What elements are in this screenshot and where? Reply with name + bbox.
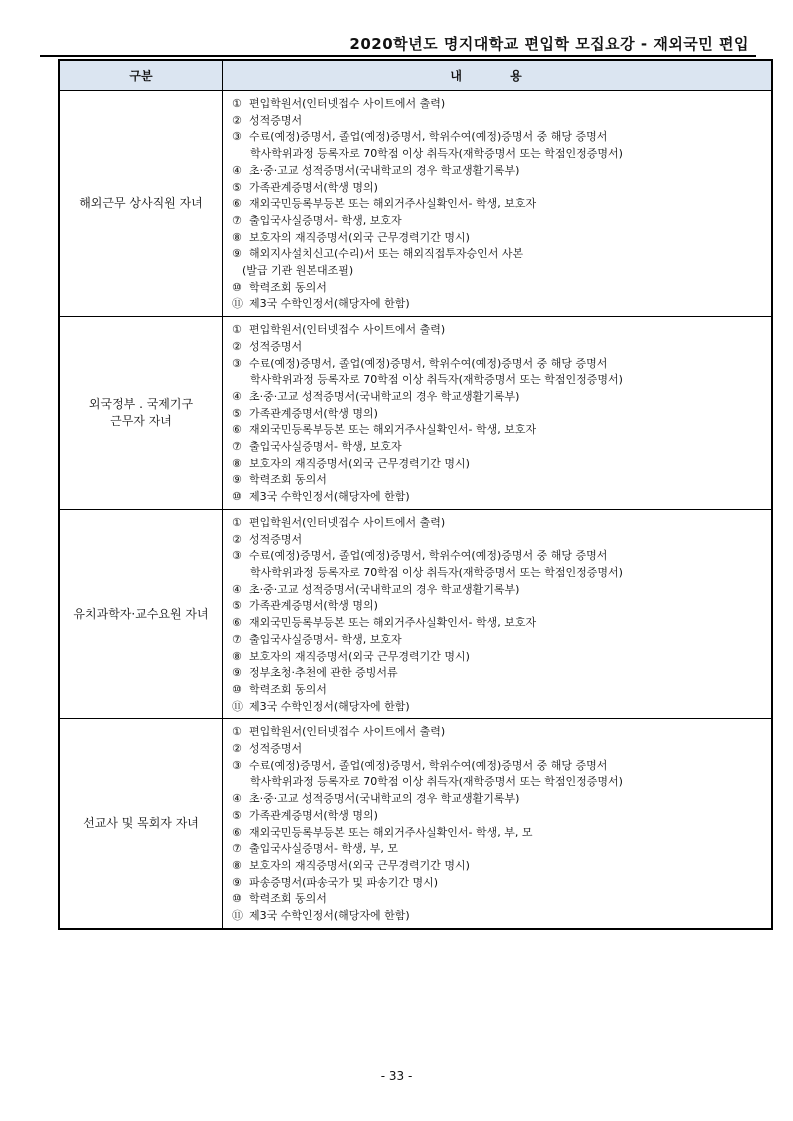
list-item (232, 96, 765, 113)
item-number: ⑧ (232, 230, 242, 244)
item-text: 재외국민등록부등본 또는 해외거주사실확인서- 학생, 보호자 (249, 616, 537, 630)
item-number: ⑪ (232, 699, 243, 713)
item-text: 성적증명서 (249, 113, 303, 127)
item-number: ⑤ (232, 808, 242, 822)
item-number: ⑦ (232, 842, 242, 856)
list-item (232, 615, 765, 632)
list-item (232, 246, 765, 279)
item-text: 편입학원서(인터넷접수 사이트에서 출력) (249, 97, 446, 110)
item-text: 편입학원서(인터넷접수 사이트에서 출력) (249, 515, 446, 529)
item-text: 제3국 수학인정서(해당자에 한함) (249, 297, 410, 311)
header-divider (40, 55, 756, 57)
item-number: ⑩ (232, 682, 242, 696)
item-number: ⑩ (232, 892, 242, 906)
list-item (232, 532, 765, 549)
list-item (232, 598, 765, 615)
item-text: 제3국 수학인정서(해당자에 한함) (249, 909, 410, 923)
row-category: 유치과학자·교수요원 자녀 (59, 509, 223, 718)
item-number: ⑦ (232, 632, 242, 646)
document-header-title: 2020학년도 명지대학교 편입학 모집요강 - 재외국민 편입 (349, 35, 749, 53)
list-item (232, 180, 765, 197)
item-text: 가족관계증명서(학생 명의) (249, 808, 378, 822)
item-number: ② (232, 532, 242, 546)
list-item (232, 163, 765, 180)
item-text: 제3국 수학인정서(해당자에 한함) (249, 490, 410, 504)
list-item (232, 439, 765, 456)
list-item (232, 113, 765, 130)
list-item (232, 280, 765, 297)
item-text: 수료(예정)증명서, 졸업(예정)증명서, 학위수여(예정)증명서 중 해당 증명서 (249, 549, 608, 563)
item-text: 학력조회 동의서 (249, 892, 327, 906)
document-list (232, 724, 765, 924)
item-text: 성적증명서 (249, 532, 303, 546)
item-text: 재외국민등록부등본 또는 해외거주사실확인서- 학생, 보호자 (249, 423, 537, 437)
item-number: ② (232, 113, 242, 127)
item-number: ⑧ (232, 649, 242, 663)
item-text: 초·중·고교 성적증명서(국내학교의 경우 학교생활기록부) (249, 163, 520, 177)
item-continuation: 학사학위과정 등록자로 70학점 이상 취득자(재학증명서 또는 학점인정증명서) (250, 775, 623, 789)
item-text: 보호자의 재직증명서(외국 근무경력기간 명시) (249, 456, 470, 470)
item-text: 정부초청·추천에 관한 증빙서류 (249, 666, 398, 680)
item-number: ① (232, 323, 242, 337)
item-number: ⑨ (232, 875, 242, 889)
item-continuation: 학사학위과정 등록자로 70학점 이상 취득자(재학증명서 또는 학점인정증명서) (250, 147, 623, 161)
list-item (232, 296, 765, 313)
item-text: 학력조회 동의서 (249, 280, 327, 294)
table-row (59, 317, 772, 510)
list-item (232, 406, 765, 423)
list-item (232, 808, 765, 825)
list-item (232, 825, 765, 842)
list-item (232, 213, 765, 230)
list-item (232, 456, 765, 473)
list-item (232, 891, 765, 908)
list-item (232, 724, 765, 741)
item-text: 초·중·고교 성적증명서(국내학교의 경우 학교생활기록부) (249, 792, 520, 806)
list-item (232, 472, 765, 489)
item-number: ② (232, 339, 242, 353)
item-number: ⑥ (232, 197, 242, 211)
item-continuation: 학사학위과정 등록자로 70학점 이상 취득자(재학증명서 또는 학점인정증명서) (250, 373, 623, 387)
list-item (232, 699, 765, 716)
list-item (232, 129, 765, 162)
item-number: ④ (232, 792, 242, 806)
page-number: - 33 - (380, 1069, 413, 1083)
row-items (223, 317, 773, 510)
item-number: ④ (232, 163, 242, 177)
list-item (232, 582, 765, 599)
item-number: ① (232, 515, 242, 529)
item-text: 재외국민등록부등본 또는 해외거주사실확인서- 학생, 부, 모 (249, 825, 533, 839)
table-row (59, 91, 772, 317)
list-item (232, 230, 765, 247)
item-text: 재외국민등록부등본 또는 해외거주사실확인서- 학생, 보호자 (249, 197, 537, 211)
row-items (223, 509, 773, 718)
item-text: 보호자의 재직증명서(외국 근무경력기간 명시) (249, 858, 470, 872)
item-text: 보호자의 재직증명서(외국 근무경력기간 명시) (249, 649, 470, 663)
item-number: ⑦ (232, 213, 242, 227)
header-category: 구분 (59, 60, 223, 91)
list-item (232, 422, 765, 439)
item-number: ⑪ (232, 909, 243, 923)
item-text: 편입학원서(인터넷접수 사이트에서 출력) (249, 323, 446, 337)
list-item (232, 665, 765, 682)
list-item (232, 389, 765, 406)
item-number: ⑩ (232, 280, 242, 294)
item-number: ⑤ (232, 599, 242, 613)
header-content-label: 내 용 (450, 69, 544, 83)
row-category: 해외근무 상사직원 자녀 (59, 91, 223, 317)
document-list (232, 515, 765, 715)
table-header-row (59, 60, 772, 91)
item-number: ⑦ (232, 440, 242, 454)
list-item (232, 908, 765, 925)
list-item (232, 791, 765, 808)
item-text: 학력조회 동의서 (249, 682, 327, 696)
item-text: 성적증명서 (249, 742, 303, 756)
list-item (232, 741, 765, 758)
list-item (232, 632, 765, 649)
list-item (232, 515, 765, 532)
list-item (232, 758, 765, 791)
list-item (232, 489, 765, 506)
item-text: 수료(예정)증명서, 졸업(예정)증명서, 학위수여(예정)증명서 중 해당 증명서 (249, 130, 608, 144)
item-number: ⑩ (232, 490, 242, 504)
item-text: 제3국 수학인정서(해당자에 한함) (249, 699, 410, 713)
list-item (232, 196, 765, 213)
item-text: 보호자의 재직증명서(외국 근무경력기간 명시) (249, 230, 470, 244)
list-item (232, 339, 765, 356)
item-text: 가족관계증명서(학생 명의) (249, 599, 378, 613)
item-text: 수료(예정)증명서, 졸업(예정)증명서, 학위수여(예정)증명서 중 해당 증명서 (249, 356, 608, 370)
item-text: 가족관계증명서(학생 명의) (249, 406, 378, 420)
item-number: ⑤ (232, 180, 242, 194)
item-text: 출입국사실증명서- 학생, 보호자 (249, 632, 402, 646)
item-number: ④ (232, 389, 242, 403)
list-item (232, 858, 765, 875)
list-item (232, 548, 765, 581)
item-number: ⑥ (232, 825, 242, 839)
item-text: 출입국사실증명서- 학생, 보호자 (249, 213, 402, 227)
row-items (223, 91, 773, 317)
row-category: 외국정부 . 국제기구 근무자 자녀 (59, 317, 223, 510)
document-list (232, 96, 765, 313)
item-text: 파송증명서(파송국가 및 파송기간 명시) (249, 875, 439, 889)
item-number: ③ (232, 758, 242, 772)
item-number: ① (232, 97, 242, 110)
item-text: 성적증명서 (249, 339, 303, 353)
item-text: 출입국사실증명서- 학생, 부, 모 (249, 842, 398, 856)
item-text: 가족관계증명서(학생 명의) (249, 180, 378, 194)
row-category: 선교사 및 목회자 자녀 (59, 719, 223, 929)
item-text: 수료(예정)증명서, 졸업(예정)증명서, 학위수여(예정)증명서 중 해당 증명서 (249, 758, 608, 772)
item-number: ③ (232, 130, 242, 144)
document-list (232, 322, 765, 506)
item-text: 편입학원서(인터넷접수 사이트에서 출력) (249, 725, 446, 739)
item-text: 해외지사설치신고(수리)서 또는 해외직접투자승인서 사본 (249, 247, 524, 261)
list-item (232, 841, 765, 858)
item-continuation: (발급 기관 원본대조필) (242, 264, 354, 278)
table-row (59, 719, 772, 929)
list-item (232, 682, 765, 699)
item-continuation: 학사학위과정 등록자로 70학점 이상 취득자(재학증명서 또는 학점인정증명서) (250, 565, 623, 579)
item-text: 초·중·고교 성적증명서(국내학교의 경우 학교생활기록부) (249, 389, 520, 403)
item-number: ⑥ (232, 616, 242, 630)
item-number: ③ (232, 356, 242, 370)
list-item (232, 356, 765, 389)
item-number: ④ (232, 582, 242, 596)
item-number: ⑤ (232, 406, 242, 420)
item-number: ⑨ (232, 247, 242, 261)
item-number: ⑥ (232, 423, 242, 437)
item-number: ⑪ (232, 297, 243, 311)
item-number: ⑧ (232, 456, 242, 470)
table-row (59, 509, 772, 718)
item-number: ⑨ (232, 473, 242, 487)
header-content (223, 60, 773, 91)
item-number: ② (232, 742, 242, 756)
list-item (232, 649, 765, 666)
item-number: ⑧ (232, 858, 242, 872)
item-text: 초·중·고교 성적증명서(국내학교의 경우 학교생활기록부) (249, 582, 520, 596)
item-number: ③ (232, 549, 242, 563)
list-item (232, 875, 765, 892)
item-text: 출입국사실증명서- 학생, 보호자 (249, 440, 402, 454)
row-items (223, 719, 773, 929)
item-text: 학력조회 동의서 (249, 473, 327, 487)
list-item (232, 322, 765, 339)
item-number: ① (232, 725, 242, 739)
requirements-table (58, 59, 773, 930)
item-number: ⑨ (232, 666, 242, 680)
